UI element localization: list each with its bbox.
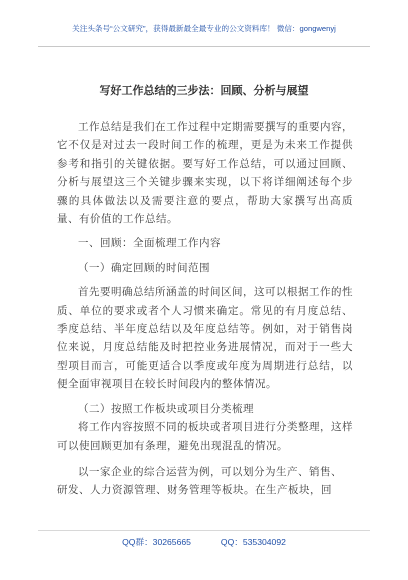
footer-qq-group[interactable]: QQ群：30265665 (122, 537, 191, 547)
subsection-heading-2: （二）按照工作板块或项目分类梳理 (78, 402, 254, 415)
header-promo-link[interactable]: 关注头条号“公文研究”，获得最新最全最专业的公文资料库！ 微信：gongwenyj (72, 24, 336, 33)
subsection-body-2: 将工作内容按照不同的板块或者项目进行分类整理，这样可以使回顾更加有条理，避免出现混乱的情况。 (57, 421, 353, 452)
intro-paragraph: 工作总结是我们在工作过程中定期需要撰写的重要内容，它不仅是对过去一段时间工作的梳理，更是为未来工作提供参考和指引的关键依据。要写好工作总结，可以通过回顾、分析与展望这三个关键步骤来实现，以下将详细阐述每个步骤的具体做法以及需要注意的要点，帮助大家撰写出高质量、有价值的工作总结。 (57, 121, 353, 226)
footer (0, 536, 408, 548)
section-heading-1: 一、回顾：全面梳理工作内容 (78, 237, 221, 250)
subsection-body-1: 首先要明确总结所涵盖的时间区间，这可以根据工作的性质、单位的要求或者个人习惯来确定。常见的有月度总结、季度总结、半年度总结以及年度总结等。例如，对于销售岗位来说，月度总结能及时把控业务进展情况，而对于一些大型项目而言，可能更适合以季度或年度为周期进行总结，以便全面审视项目在较长时间段内的整体情况。 (57, 286, 353, 391)
footer-divider (38, 530, 370, 531)
document-title: 写好工作总结的三步法：回顾、分析与展望 (99, 84, 309, 97)
subsection-heading-1: （一）确定回顾的时间范围 (78, 261, 210, 274)
subsection-body-2b-line-1: 以一家企业的综合运营为例，可以划分为生产、销售、 (78, 465, 342, 478)
document-body (57, 118, 353, 500)
header-divider (38, 46, 370, 47)
subsection-body-2b-line-2: 研发、人力资源管理、财务管理等板块。在生产板块，回 (57, 484, 332, 497)
footer-qq-contact[interactable]: QQ：535304092 (220, 537, 286, 547)
